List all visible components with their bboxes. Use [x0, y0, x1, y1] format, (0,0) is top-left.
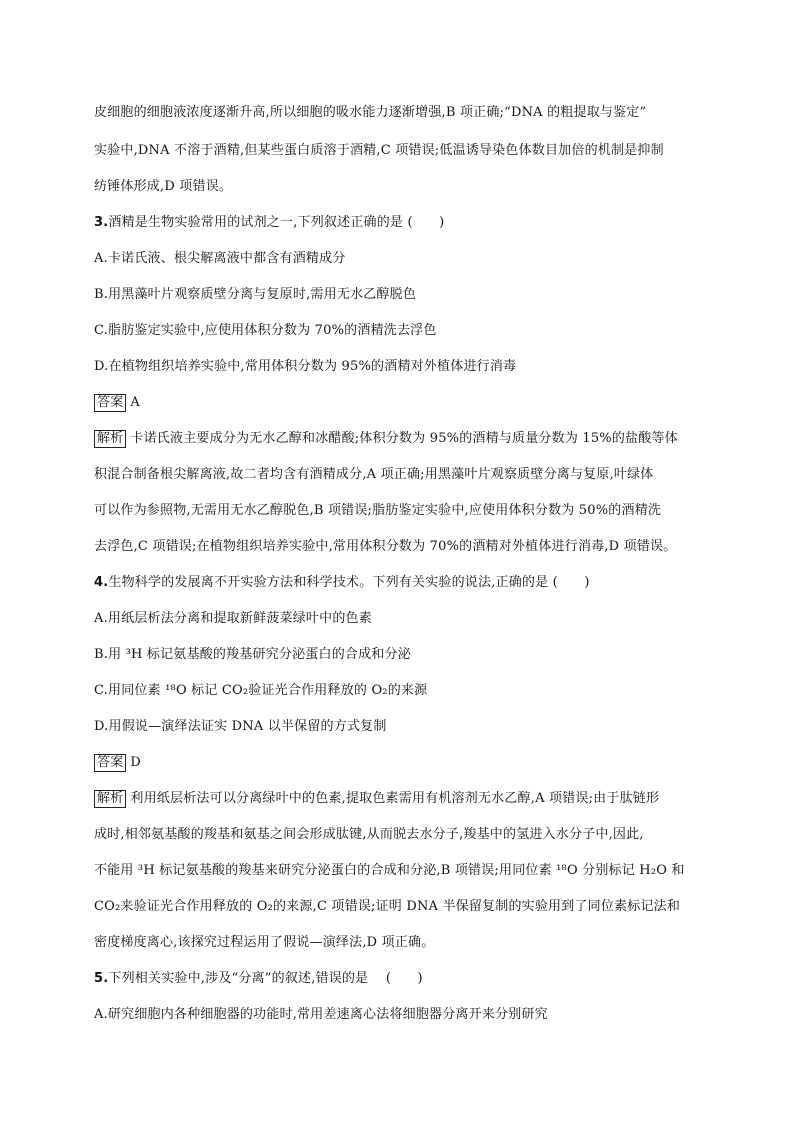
analysis-line: 可以作为参照物,无需用无水乙醇脱色,B 项错误;脂肪鉴定实验中,应使用体积分数为 50%的酒精洗: [94, 503, 662, 518]
carryover-line: 纺锤体形成,D 项错误。: [94, 179, 233, 194]
question-number: 4.: [94, 575, 109, 590]
analysis-line: [94, 430, 678, 448]
option-b: B.用 ³H 标记氨基酸的羧基研究分泌蛋白的合成和分泌: [94, 647, 411, 662]
analysis-text: 利用纸层析法可以分离绿叶中的色素,提取色素需用有机溶剂无水乙醇,A 项错误;由于肽链形: [130, 791, 660, 806]
analysis-label: 解析: [94, 790, 126, 808]
analysis-line: 成时,相邻氨基酸的羧基和氨基之间会形成肽键,从而脱去水分子,羧基中的氢进入水分子中,因此,: [94, 827, 644, 842]
question-text: 生物科学的发展离不开实验方法和科学技术。下列有关实验的说法,正确的是 ( ): [108, 575, 590, 590]
analysis-line: 积混合制备根尖解离液,故二者均含有酒精成分,A 项正确;用黑藻叶片观察质壁分离与复原,叶绿体: [94, 467, 654, 482]
answer-value: A: [130, 395, 140, 410]
option-a: A.研究细胞内各种细胞器的功能时,常用差速离心法将细胞器分离开来分别研究: [94, 1007, 548, 1022]
analysis-label: 解析: [94, 430, 126, 448]
answer-label: 答案: [94, 754, 126, 772]
analysis-line: 密度梯度离心,该探究过程运用了假说—演绎法,D 项正确。: [94, 935, 435, 950]
answer-label: 答案: [94, 394, 126, 412]
analysis-line: 去浮色,C 项错误;在植物组织培养实验中,常用体积分数为 70%的酒精对外植体进行消毒,D 项错误。: [94, 539, 677, 554]
question-4-stem: [94, 574, 590, 592]
option-a: A.用纸层析法分离和提取新鲜菠菜绿叶中的色素: [94, 611, 372, 626]
question-number: 3.: [94, 215, 109, 230]
question-text: 下列相关实验中,涉及“分离”的叙述,错误的是 ( ): [108, 971, 423, 986]
option-c: C.脂肪鉴定实验中,应使用体积分数为 70%的酒精洗去浮色: [94, 323, 437, 338]
question-3-stem: [94, 214, 444, 232]
answer-row: [94, 754, 141, 772]
option-d: D.用假说—演绎法证实 DNA 以半保留的方式复制: [94, 719, 387, 734]
answer-value: D: [130, 755, 142, 770]
analysis-line: [94, 790, 659, 808]
analysis-line: CO₂来验证光合作用释放的 O₂的来源,C 项错误;证明 DNA 半保留复制的实验用到了同位素标记法和: [94, 899, 681, 914]
answer-row: [94, 394, 140, 412]
option-b: B.用黑藻叶片观察质壁分离与复原时,需用无水乙醇脱色: [94, 287, 417, 302]
option-a: A.卡诺氏液、根尖解离液中都含有酒精成分: [94, 251, 346, 266]
question-text: 酒精是生物实验常用的试剂之一,下列叙述正确的是 ( ): [108, 215, 445, 230]
carryover-line: 皮细胞的细胞液浓度逐渐升高,所以细胞的吸水能力逐渐增强,B 项正确;“DNA 的粗提取与鉴定”: [94, 105, 647, 120]
analysis-text: 卡诺氏液主要成分为无水乙醇和冰醋酸;体积分数为 95%的酒精与质量分数为 15%的盐酸等体: [130, 431, 678, 446]
option-c: C.用同位素 ¹⁸O 标记 CO₂验证光合作用释放的 O₂的来源: [94, 683, 428, 698]
question-5-stem: [94, 970, 423, 988]
question-number: 5.: [94, 971, 109, 986]
analysis-line: 不能用 ³H 标记氨基酸的羧基来研究分泌蛋白的合成和分泌,B 项错误;用同位素 ¹⁸O 分别标记 H₂O 和: [94, 863, 685, 878]
carryover-line: 实验中,DNA 不溶于酒精,但某些蛋白质溶于酒精,C 项错误;低温诱导染色体数目加倍的机制是抑制: [94, 143, 664, 158]
option-d: D.在植物组织培养实验中,常用体积分数为 95%的酒精对外植体进行消毒: [94, 359, 517, 374]
